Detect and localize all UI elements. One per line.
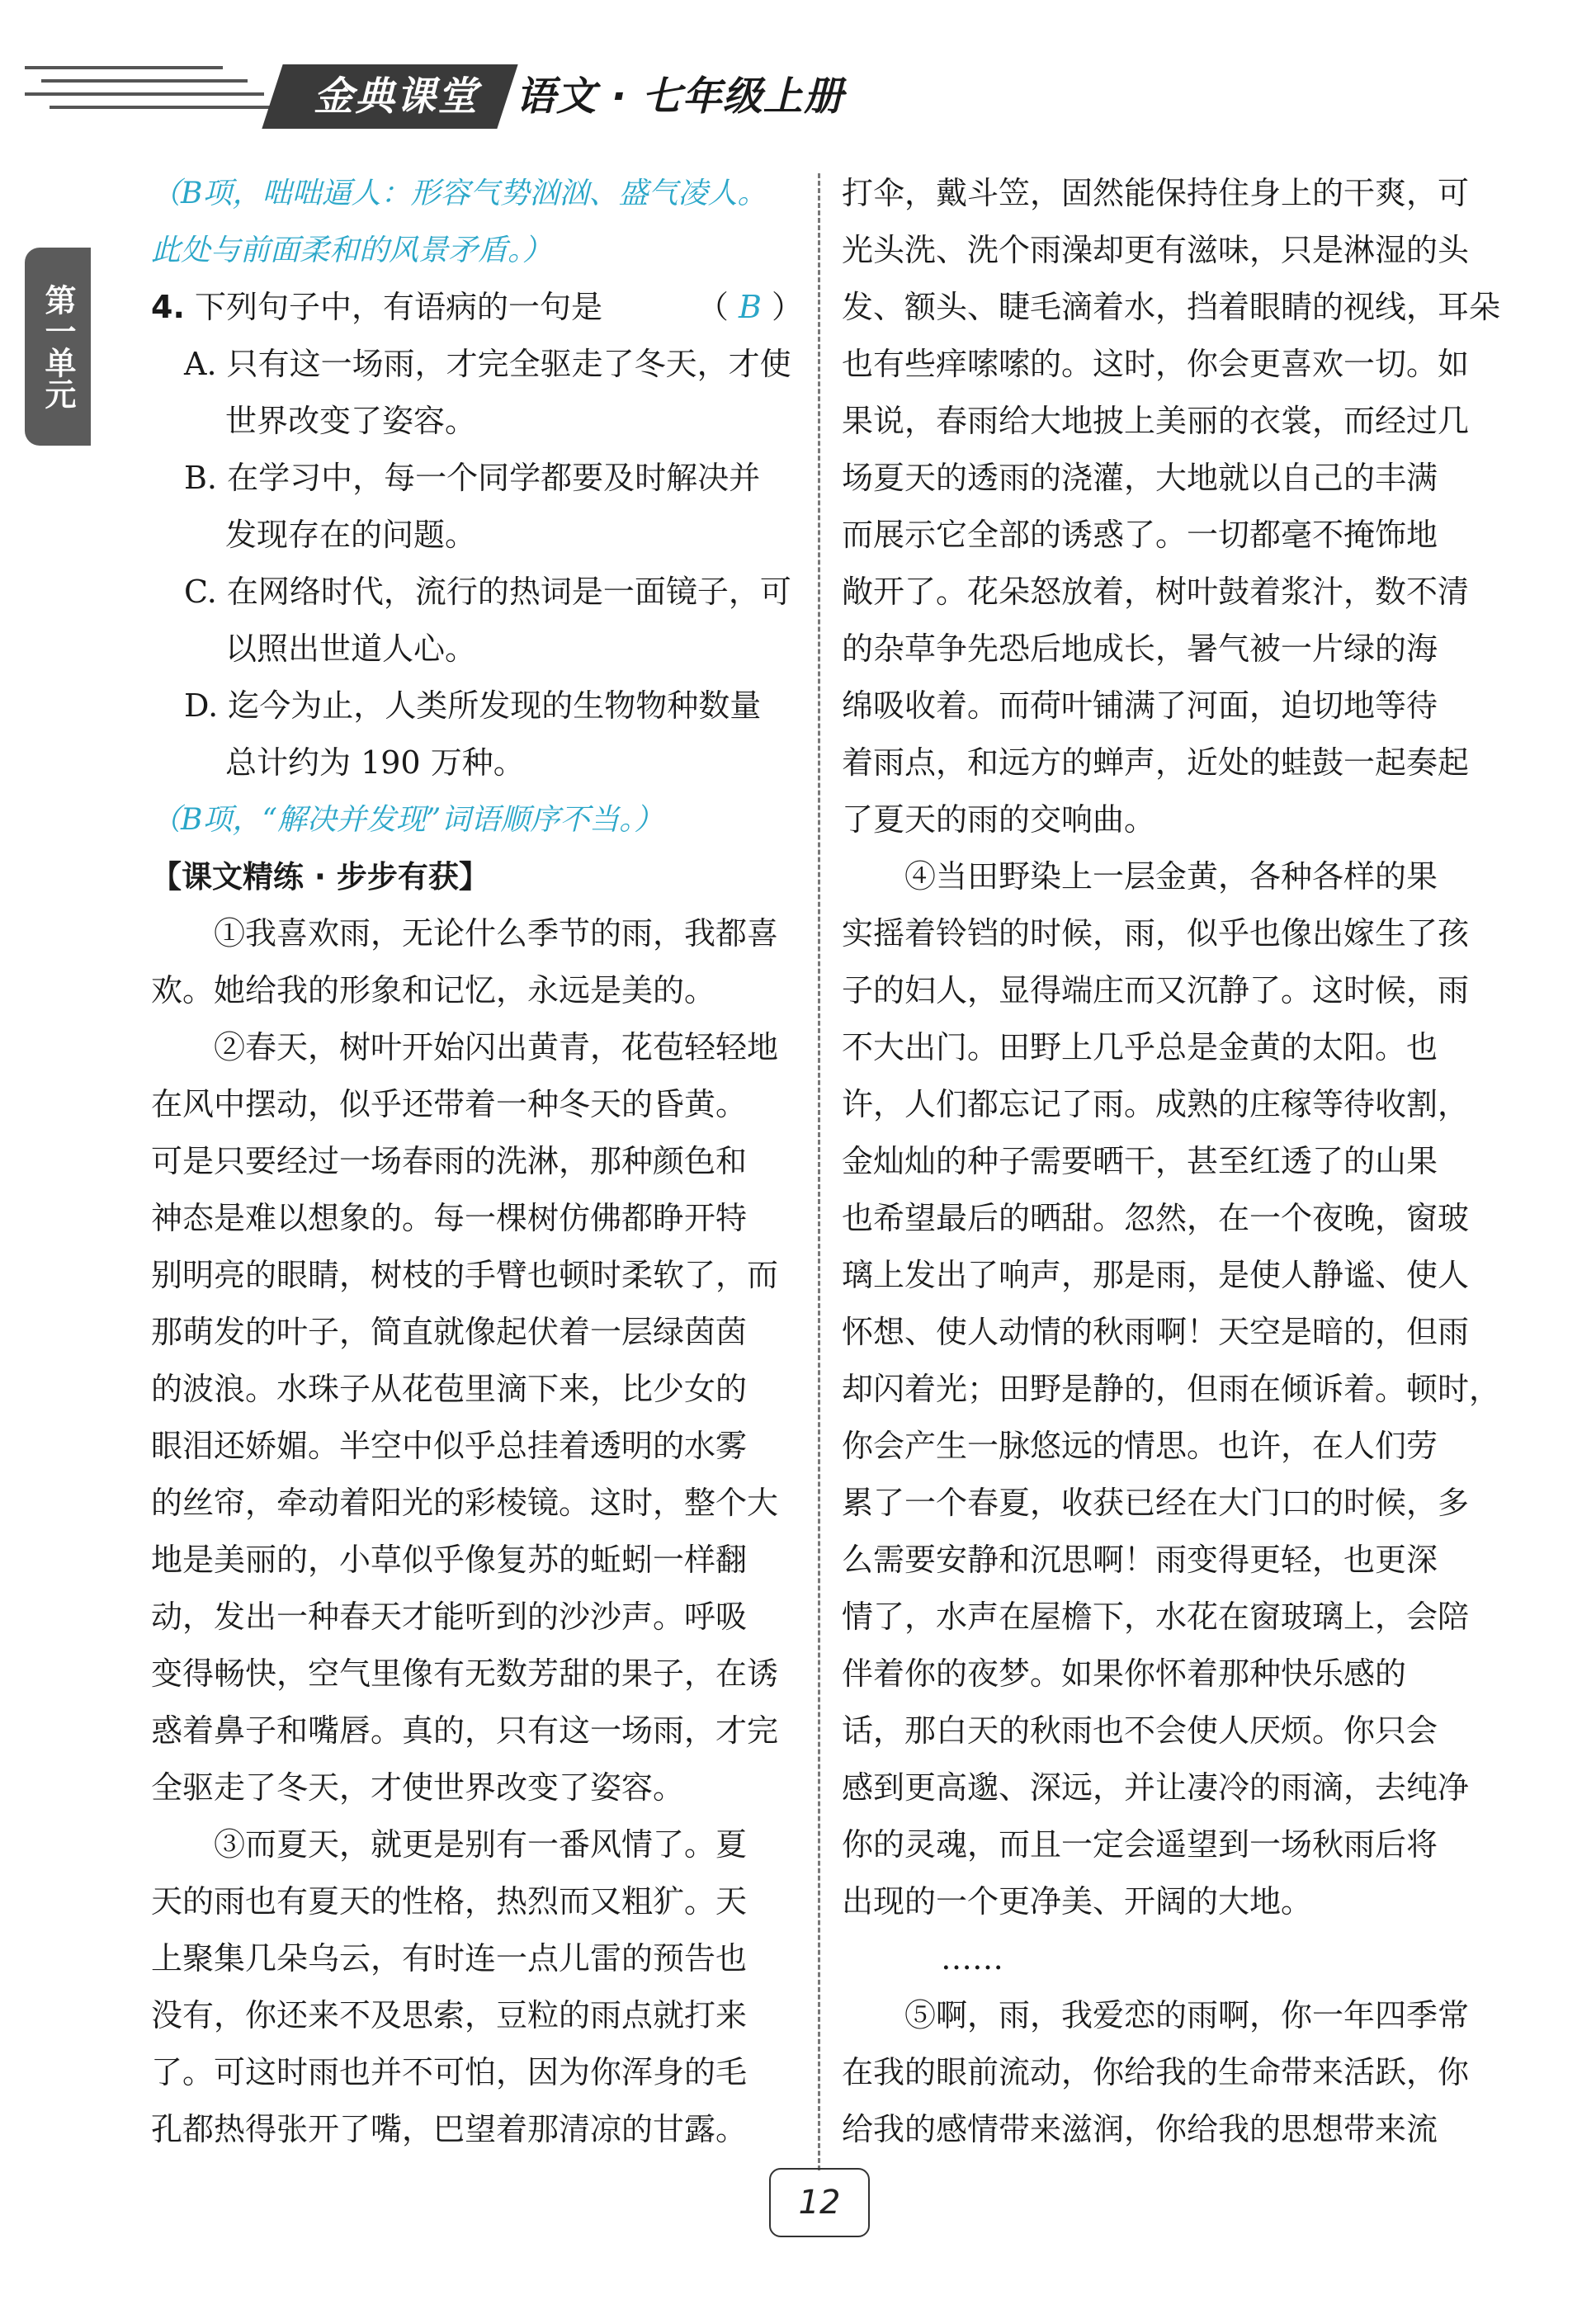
text-line: 可是只要经过一场春雨的洗淋，那种颜色和 — [151, 1143, 748, 1179]
text-line: 神态是难以想象的。每一棵树仿佛都睁开特 — [151, 1200, 748, 1236]
text-line: 的杂草争先恐后地成长，暑气被一片绿的海 — [842, 630, 1438, 667]
text-line: 光头洗、洗个雨澡却更有滋味，只是淋湿的头 — [842, 232, 1470, 268]
text-line: 没有，你还来不及思索，豆粒的雨点就打来 — [151, 1997, 748, 2033]
text-line: ③而夏天，就更是别有一番风情了。夏 — [214, 1826, 748, 1863]
answer-note: 此处与前面柔和的风景矛盾。） — [151, 234, 553, 267]
text-line: 而展示它全部的诱惑了。一切都毫不掩饰地 — [842, 517, 1438, 553]
text-line: 你的灵魂，而且一定会遥望到一场秋雨后将 — [842, 1826, 1438, 1863]
text-line: 在风中摆动，似乎还带着一种冬天的昏黄。 — [151, 1086, 748, 1122]
option-a: A. 只有这一场雨，才完全驱走了冬天，才使 — [184, 346, 791, 382]
text-line: 在我的眼前流动，你给我的生命带来活跃，你 — [842, 2054, 1470, 2090]
text-line: 全驱走了冬天，才使世界改变了姿容。 — [151, 1769, 685, 1806]
text-line: 着雨点，和远方的蝉声，近处的蛙鼓一起奏起 — [842, 744, 1470, 781]
text-line: ①我喜欢雨，无论什么季节的雨，我都喜 — [214, 915, 779, 952]
text-line: 那萌发的叶子，简直就像起伏着一层绿茵茵 — [151, 1314, 748, 1350]
option-d-cont: 总计约为 190 万种。 — [225, 744, 525, 781]
page-number: 12 — [769, 2168, 870, 2237]
text-line: 也希望最后的晒甜。忽然，在一个夜晚，窗玻 — [842, 1200, 1470, 1236]
option-d: D. 迄今为止，人类所发现的生物物种数量 — [184, 687, 762, 724]
section-title: 【课文精练 · 步步有获】 — [151, 859, 489, 895]
text-line: 别明亮的眼睛，树枝的手臂也顿时柔软了，而 — [151, 1257, 779, 1293]
text-line: 绵吸收着。而荷叶铺满了河面，迫切地等待 — [842, 687, 1438, 724]
text-line: 变得畅快，空气里像有无数芳甜的果子，在诱 — [151, 1655, 779, 1692]
text-line: 也有些痒嗦嗦的。这时，你会更喜欢一切。如 — [842, 346, 1470, 382]
text-line: 金灿灿的种子需要晒干，甚至红透了的山果 — [842, 1143, 1438, 1179]
text-line: 了。可这时雨也并不可怕，因为你浑身的毛 — [151, 2054, 748, 2090]
brand-title: 金典课堂 — [313, 73, 479, 120]
option-c: C. 在网络时代，流行的热词是一面镜子，可 — [184, 574, 791, 610]
question-text: 下列句子中，有语病的一句是 — [194, 289, 602, 325]
column-divider — [818, 173, 820, 2170]
text-line: 出现的一个更净美、开阔的大地。 — [842, 1883, 1313, 1920]
question-answer: B — [738, 289, 762, 325]
text-line: 你会产生一脉悠远的情思。也许，在人们劳 — [842, 1428, 1438, 1464]
option-b: B. 在学习中，每一个同学都要及时解决并 — [184, 460, 761, 496]
text-line: ②春天，树叶开始闪出黄青，花苞轻轻地 — [214, 1029, 779, 1065]
unit-side-tab-label: 第一单元 — [40, 284, 76, 409]
text-line: 眼泪还娇媚。半空中似乎总挂着透明的水雾 — [151, 1428, 748, 1464]
text-line: 惑着鼻子和嘴唇。真的，只有这一场雨，才完 — [151, 1712, 779, 1749]
right-column — [842, 165, 1502, 2158]
ellipsis: …… — [941, 1940, 1003, 1976]
text-line: 给我的感情带来滋润，你给我的思想带来流 — [842, 2111, 1438, 2147]
text-line: 怀想、使人动情的秋雨啊！天空是暗的，但雨 — [842, 1314, 1470, 1350]
text-line: ⑤啊，雨，我爱恋的雨啊，你一年四季常 — [904, 1997, 1470, 2033]
text-line: 不大出门。田野上几乎总是金黄的太阳。也 — [842, 1029, 1438, 1065]
text-line: 的波浪。水珠子从花苞里滴下来，比少女的 — [151, 1371, 748, 1407]
text-line: 的丝帘，牵动着阳光的彩棱镜。这时，整个大 — [151, 1485, 779, 1521]
text-line: 天的雨也有夏天的性格，热烈而又粗犷。天 — [151, 1883, 748, 1920]
text-line: 话，那白天的秋雨也不会使人厌烦。你只会 — [842, 1712, 1438, 1749]
text-line: 实摇着铃铛的时候，雨，似乎也像出嫁生了孩 — [842, 915, 1470, 952]
text-line: 场夏天的透雨的浇灌，大地就以自己的丰满 — [842, 460, 1438, 496]
text-line: 上聚集几朵乌云，有时连一点儿雷的预告也 — [151, 1940, 748, 1976]
question-number: 4. — [151, 289, 185, 325]
subject-title: 语文 · 七年级上册 — [516, 73, 844, 120]
text-line: 却闪着光；田野是静的，但雨在倾诉着。顿时， — [842, 1371, 1501, 1407]
text-line: 敞开了。花朵怒放着，树叶鼓着浆汁，数不清 — [842, 574, 1470, 610]
header-decor-lines — [25, 59, 272, 125]
text-line: 么需要安静和沉思啊！雨变得更轻，也更深 — [842, 1542, 1438, 1578]
text-line: 欢。她给我的形象和记忆，永远是美的。 — [151, 972, 716, 1008]
text-line: 情了，水声在屋檐下，水花在窗玻璃上，会陪 — [842, 1599, 1470, 1635]
left-column — [151, 165, 803, 2158]
answer-bracket: （ B ） — [696, 289, 803, 325]
text-line: 动，发出一种春天才能听到的沙沙声。呼吸 — [151, 1599, 748, 1635]
option-c-cont: 以照出世道人心。 — [225, 630, 477, 667]
text-line: 打伞，戴斗笠，固然能保持住身上的干爽，可 — [842, 175, 1470, 211]
text-line: 孔都热得张开了嘴，巴望着那清凉的甘露。 — [151, 2111, 748, 2147]
text-line: 伴着你的夜梦。如果你怀着那种快乐感的 — [842, 1655, 1407, 1692]
answer-note: （B项，咄咄逼人：形容气势汹汹、盛气凌人。 — [151, 177, 767, 210]
text-line: 累了一个春夏，收获已经在大门口的时候，多 — [842, 1485, 1470, 1521]
text-line: 了夏天的雨的交响曲。 — [842, 801, 1156, 838]
text-line: 感到更高邈、深远，并让凄冷的雨滴，去纯净 — [842, 1769, 1470, 1806]
text-line: 许，人们都忘记了雨。成熟的庄稼等待收割， — [842, 1086, 1470, 1122]
answer-note: （B项，“解决并发现”词语顺序不当。） — [151, 803, 664, 837]
text-line: 发、额头、睫毛滴着水，挡着眼睛的视线，耳朵 — [842, 289, 1501, 325]
text-line: 子的妇人，显得端庄而又沉静了。这时候，雨 — [842, 972, 1470, 1008]
text-line: ④当田野染上一层金黄，各种各样的果 — [904, 858, 1438, 895]
option-b-cont: 发现存在的问题。 — [225, 517, 477, 553]
text-line: 璃上发出了响声，那是雨，是使人静谧、使人 — [842, 1257, 1470, 1293]
page-header — [0, 0, 1596, 157]
option-a-cont: 世界改变了姿容。 — [225, 403, 477, 439]
text-line: 果说，春雨给大地披上美丽的衣裳，而经过几 — [842, 403, 1470, 439]
question-4-stem — [151, 279, 803, 336]
text-line: 地是美丽的，小草似乎像复苏的蚯蚓一样翻 — [151, 1542, 748, 1578]
